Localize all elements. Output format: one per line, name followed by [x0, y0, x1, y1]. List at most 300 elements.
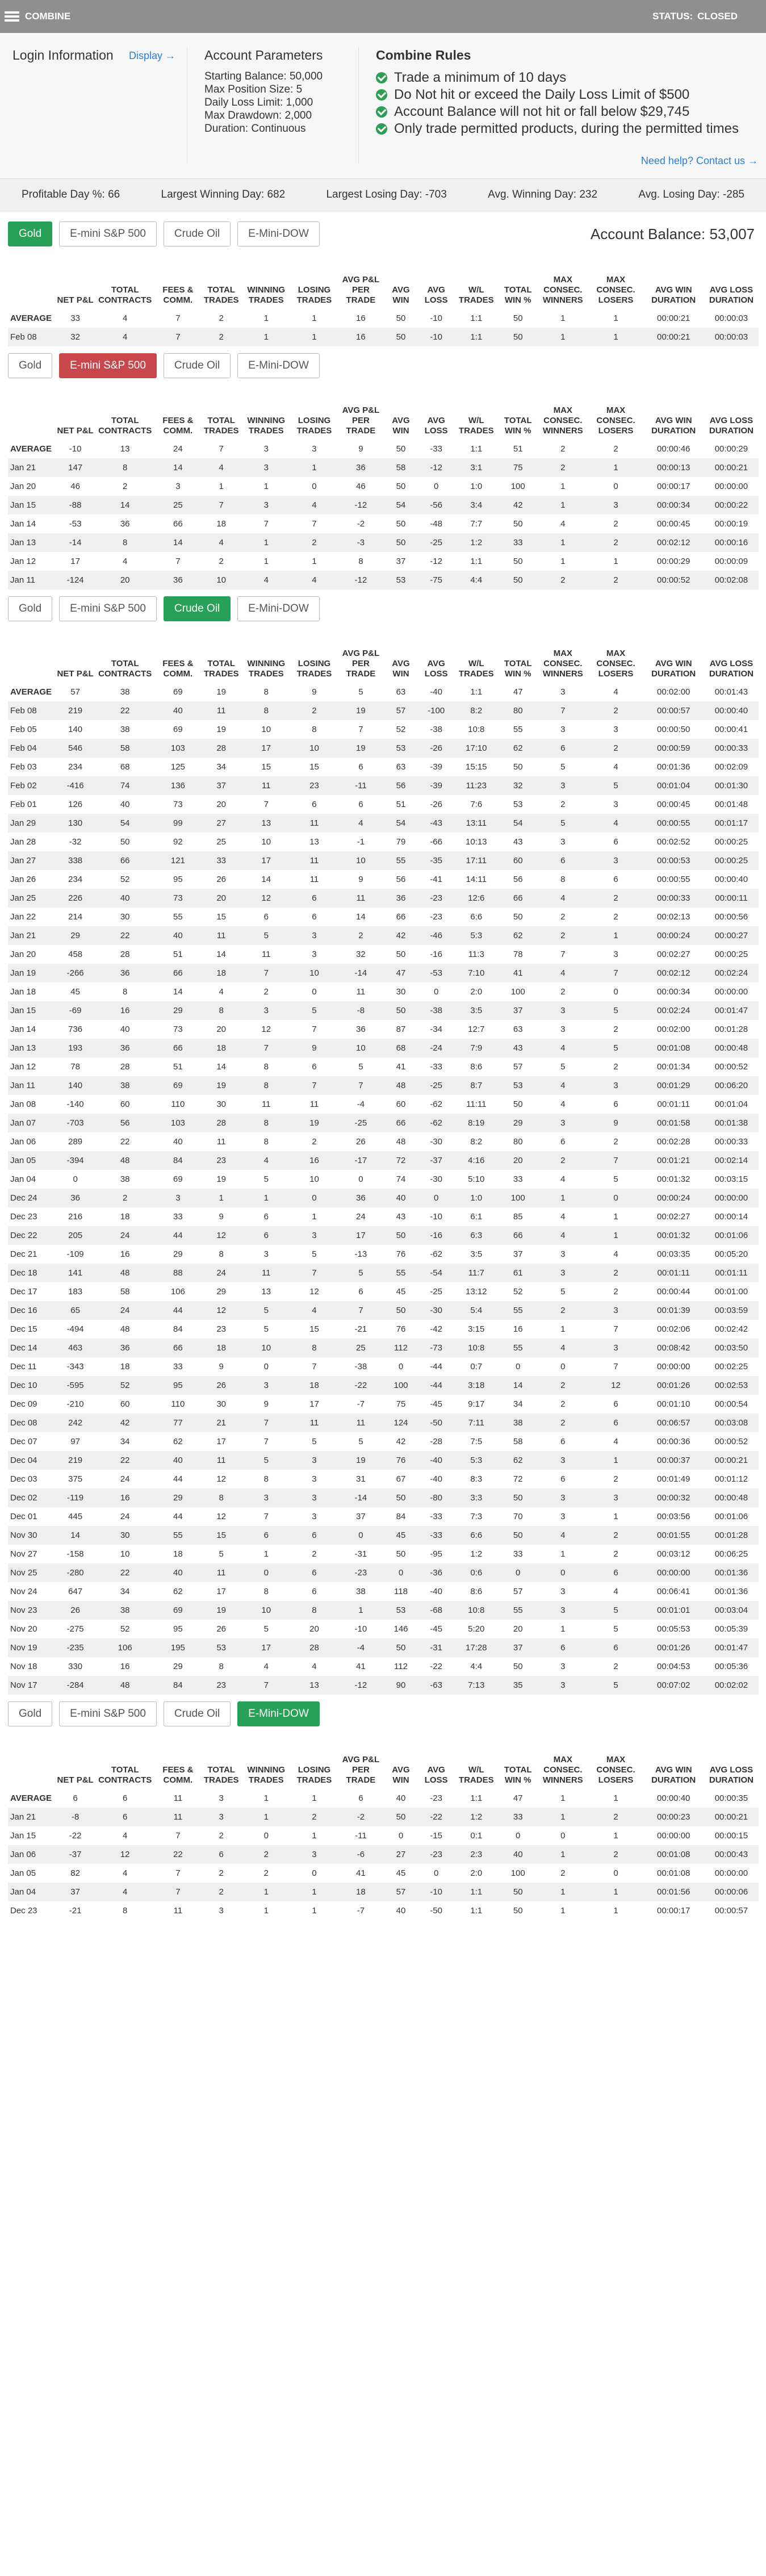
- table-cell: 79: [396, 837, 406, 847]
- product-button-e-mini-s-p-500[interactable]: E-mini S&P 500: [59, 221, 157, 246]
- table-cell: 2: [290, 533, 338, 552]
- table-cell: 0: [312, 987, 317, 997]
- largest-winning-day: Largest Winning Day: 682: [161, 189, 286, 200]
- row-label: Nov 17: [8, 1676, 56, 1695]
- table-cell: 76: [396, 1249, 406, 1259]
- table-cell: 463: [56, 1339, 95, 1357]
- table-cell: 12: [95, 1845, 156, 1864]
- rule-item: [376, 70, 758, 86]
- table-cell: 2: [200, 328, 242, 346]
- table-cell: 330: [68, 1662, 83, 1671]
- column-header: [8, 649, 56, 683]
- table-cell: 4: [560, 1099, 566, 1109]
- table-cell: 00:00:52: [714, 1062, 748, 1072]
- table-cell: 50: [513, 1906, 523, 1916]
- table-cell: 10: [261, 837, 271, 847]
- table-cell: 47: [513, 687, 523, 697]
- table-cell: -25: [418, 533, 454, 552]
- table-row: [8, 1563, 759, 1582]
- table-cell: 00:01:26: [643, 1638, 704, 1657]
- table-cell: 1: [560, 557, 566, 566]
- table-cell: 100: [499, 1189, 537, 1207]
- table-cell: 19: [338, 739, 383, 758]
- row-label: Jan 25: [8, 889, 56, 908]
- table-cell: 29: [499, 1114, 537, 1132]
- table-cell: 5: [560, 1287, 566, 1297]
- table-cell: 00:02:27: [656, 1212, 690, 1222]
- row-label: Feb 01: [10, 800, 37, 809]
- table-cell: 66: [499, 1226, 537, 1245]
- product-button-e-mini-s-p-500[interactable]: E-mini S&P 500: [59, 596, 157, 621]
- table-cell: 3: [560, 837, 566, 847]
- table-cell: 0: [516, 1362, 521, 1371]
- table-cell: 9: [219, 1362, 224, 1371]
- table-cell: 1: [560, 1906, 566, 1916]
- table-cell: 7:7: [470, 519, 483, 529]
- product-button-crude-oil[interactable]: Crude Oil: [164, 221, 231, 246]
- table-cell: 6: [588, 1563, 643, 1582]
- table-cell: 3:4: [454, 496, 499, 515]
- table-row: [8, 758, 759, 776]
- column-header: WINNING TRADES: [247, 285, 286, 305]
- product-sections: [0, 221, 766, 1920]
- table-cell: 00:01:34: [656, 1062, 690, 1072]
- table-cell: -37: [56, 1845, 95, 1864]
- table-cell: 00:00:48: [704, 1488, 759, 1507]
- table-cell: 00:00:40: [656, 1793, 690, 1803]
- table-cell: -10: [418, 1883, 454, 1901]
- table-cell: 00:01:58: [643, 1114, 704, 1132]
- table-cell: 18: [120, 1362, 130, 1371]
- table-cell: 0: [613, 987, 618, 997]
- product-button-gold[interactable]: Gold: [8, 221, 52, 246]
- table-cell: 2: [588, 739, 643, 758]
- table-cell: 4: [263, 1662, 269, 1671]
- table-cell: 00:00:48: [704, 1039, 759, 1057]
- table-cell: 42: [95, 1414, 156, 1432]
- table-cell: 11: [200, 701, 242, 720]
- table-cell: 92: [173, 837, 183, 847]
- column-header: W/L TRADES: [458, 659, 494, 679]
- table-header-row: [8, 1755, 759, 1789]
- table-cell: 14: [499, 1376, 537, 1395]
- table-cell: 219: [56, 701, 95, 720]
- table-cell: 29: [216, 1287, 226, 1297]
- column-header: W/L TRADES: [458, 416, 494, 436]
- column-header: MAX CONSEC. LOSERS: [596, 405, 635, 436]
- table-cell: 8: [560, 875, 566, 884]
- help-link[interactable]: Need help? Contact us →: [641, 155, 758, 166]
- product-button-crude-oil[interactable]: Crude Oil: [164, 1701, 231, 1726]
- table-cell: 100: [383, 1376, 418, 1395]
- table-cell: 8: [290, 1601, 338, 1620]
- table-cell: 2: [123, 482, 128, 491]
- table-cell: 66: [95, 851, 156, 870]
- table-cell: 23: [200, 1151, 242, 1170]
- table-cell: -8: [338, 1001, 383, 1020]
- display-link[interactable]: Display →: [128, 50, 175, 61]
- table-cell: 0: [613, 1868, 618, 1878]
- table-cell: 12: [242, 889, 290, 908]
- table-cell: 4:16: [454, 1151, 499, 1170]
- table-cell: 5: [588, 1039, 643, 1057]
- table-cell: 18: [338, 1883, 383, 1901]
- table-cell: 2: [613, 444, 618, 454]
- table-cell: -2: [357, 519, 365, 529]
- row-label: Jan 12: [10, 557, 36, 566]
- row-label: Dec 10: [8, 1376, 56, 1395]
- table-cell: -62: [418, 1114, 454, 1132]
- table-cell: -25: [418, 1076, 454, 1095]
- table-cell: 1: [312, 557, 317, 566]
- table-cell: 2: [560, 1399, 566, 1409]
- column-header: AVG P&L PER TRADE: [342, 405, 380, 436]
- table-cell: 6: [537, 739, 588, 758]
- row-label: Nov 23: [8, 1601, 56, 1620]
- table-cell: 33: [499, 1808, 537, 1826]
- table-cell: 00:01:39: [643, 1301, 704, 1320]
- table-cell: 14: [216, 1062, 226, 1072]
- table-cell: 375: [68, 1474, 83, 1484]
- table-cell: 55: [383, 851, 418, 870]
- row-label: Dec 21: [10, 1249, 37, 1259]
- table-cell: 50: [120, 837, 130, 847]
- table-cell: 3: [242, 1001, 290, 1020]
- table-cell: 51: [513, 444, 523, 454]
- table-cell: 00:00:21: [704, 1808, 759, 1826]
- product-button-e-mini-dow[interactable]: E-Mini-DOW: [237, 353, 320, 378]
- table-cell: 0: [499, 1563, 537, 1582]
- table-cell: -46: [418, 926, 454, 945]
- table-row: [8, 1582, 759, 1601]
- table-cell: 9: [290, 1039, 338, 1057]
- table-cell: 4: [613, 1249, 618, 1259]
- table-cell: 3: [312, 1474, 317, 1484]
- table-cell: 3: [588, 1076, 643, 1095]
- table-cell: 3:15: [468, 1324, 485, 1334]
- table-cell: 2: [537, 1376, 588, 1395]
- table-cell: 6: [588, 1638, 643, 1657]
- table-cell: -109: [66, 1249, 84, 1259]
- column-header: MAX CONSEC. WINNERS: [542, 405, 583, 436]
- table-cell: 1:1: [470, 1793, 483, 1803]
- table-cell: 9:17: [468, 1399, 485, 1409]
- table-cell: 1: [537, 1883, 588, 1901]
- table-cell: 50: [499, 1883, 537, 1901]
- table-cell: 55: [513, 725, 523, 734]
- table-cell: 48: [95, 1151, 156, 1170]
- table-cell: 61: [499, 1264, 537, 1282]
- table-cell: 2: [560, 912, 566, 922]
- table-cell: 4: [613, 762, 618, 772]
- table-cell: -494: [66, 1324, 84, 1334]
- table-cell: 74: [95, 776, 156, 795]
- table-cell: 1: [263, 1906, 269, 1916]
- table-cell: 5: [338, 1264, 383, 1282]
- table-cell: 52: [513, 1287, 523, 1297]
- table-cell: 00:00:27: [704, 926, 759, 945]
- table-cell: 195: [156, 1638, 200, 1657]
- table-cell: 00:02:08: [704, 571, 759, 589]
- table-cell: 50: [396, 1549, 406, 1559]
- table-cell: 28: [120, 1062, 130, 1072]
- table-cell: 7:9: [454, 1039, 499, 1057]
- table-cell: -54: [418, 1264, 454, 1282]
- table-cell: 242: [56, 1414, 95, 1432]
- table-cell: 7: [242, 1676, 290, 1695]
- table-cell: 50: [396, 950, 406, 959]
- table-cell: 3: [537, 1114, 588, 1132]
- table-cell: 00:03:50: [704, 1339, 759, 1357]
- table-cell: 10: [242, 1339, 290, 1357]
- table-cell: 3: [588, 1488, 643, 1507]
- table-cell: 8: [263, 687, 269, 697]
- table-cell: 53: [383, 739, 418, 758]
- row-label: Jan 22: [10, 912, 36, 922]
- table-cell: 00:02:06: [656, 1324, 690, 1334]
- table-cell: 23: [290, 776, 338, 795]
- table-cell: 53: [383, 1601, 418, 1620]
- table-cell: 95: [173, 1624, 183, 1634]
- table-cell: 31: [356, 1474, 366, 1484]
- table-cell: 0: [312, 1868, 317, 1878]
- product-button-gold[interactable]: Gold: [8, 596, 52, 621]
- table-cell: 00:02:02: [704, 1676, 759, 1695]
- table-cell: 00:00:17: [656, 482, 690, 491]
- table-cell: 6: [588, 1414, 643, 1432]
- table-cell: 19: [216, 725, 226, 734]
- column-header: AVG WIN: [392, 285, 410, 305]
- table-cell: 3: [560, 1512, 566, 1521]
- row-label: AVERAGE: [10, 687, 52, 697]
- table-cell: 22: [95, 1563, 156, 1582]
- row-label: Jan 29: [8, 814, 56, 833]
- row-label: Jan 19: [8, 964, 56, 982]
- table-cell: 85: [513, 1212, 523, 1222]
- table-cell: 25: [156, 496, 200, 515]
- table-cell: 66: [499, 889, 537, 908]
- table-cell: 30: [120, 912, 130, 922]
- rule-text: Trade a minimum of 10 days: [394, 70, 567, 85]
- table-cell: 7: [312, 1362, 317, 1371]
- table-row: [8, 1676, 759, 1695]
- table-cell: 57: [513, 1062, 523, 1072]
- table-cell: -38: [430, 725, 442, 734]
- login-information: [0, 48, 187, 164]
- table-cell: 29: [156, 1488, 200, 1507]
- table-cell: -68: [418, 1601, 454, 1620]
- table-row: [8, 1470, 759, 1488]
- table-cell: 46: [356, 482, 366, 491]
- table-cell: 00:01:01: [643, 1601, 704, 1620]
- table-cell: 216: [68, 1212, 83, 1222]
- table-row: [8, 1301, 759, 1320]
- table-cell: 5:3: [454, 926, 499, 945]
- table-cell: 22: [95, 701, 156, 720]
- table-cell: 24: [120, 1474, 130, 1484]
- table-cell: 11: [173, 1793, 183, 1803]
- table-cell: 8: [200, 1001, 242, 1020]
- table-cell: 16: [338, 328, 383, 346]
- table-cell: 141: [56, 1264, 95, 1282]
- table-cell: 11:7: [454, 1264, 499, 1282]
- product-button-e-mini-dow[interactable]: E-Mini-DOW: [237, 221, 320, 246]
- table-cell: 0:7: [470, 1362, 483, 1371]
- table-row: [8, 1451, 759, 1470]
- table-cell: 118: [394, 1587, 408, 1596]
- table-cell: 1: [588, 1451, 643, 1470]
- table-row: [8, 496, 759, 515]
- product-button-e-mini-s-p-500[interactable]: E-mini S&P 500: [59, 353, 157, 378]
- table-cell: 00:00:29: [656, 557, 690, 566]
- table-cell: 78: [513, 950, 523, 959]
- row-label: Jan 20: [10, 950, 36, 959]
- table-cell: 4: [95, 328, 156, 346]
- product-button-e-mini-dow[interactable]: E-Mini-DOW: [237, 596, 320, 621]
- table-cell: 00:07:02: [643, 1676, 704, 1695]
- table-cell: 36: [383, 889, 418, 908]
- row-label: Jan 12: [10, 1062, 36, 1072]
- table-cell: 1: [588, 1226, 643, 1245]
- table-cell: 50: [499, 1488, 537, 1507]
- product-button-crude-oil[interactable]: Crude Oil: [164, 596, 231, 621]
- table-cell: 9: [358, 875, 363, 884]
- table-cell: 41: [356, 1662, 366, 1671]
- table-cell: 00:02:25: [714, 1362, 748, 1371]
- table-cell: 3: [537, 1451, 588, 1470]
- table-cell: 3: [560, 687, 566, 697]
- table-cell: 2: [537, 571, 588, 589]
- table-cell: 40: [156, 1563, 200, 1582]
- table-cell: 2: [537, 1414, 588, 1432]
- table-cell: 0: [537, 1563, 588, 1582]
- table-cell: 2: [588, 701, 643, 720]
- table-cell: 23: [216, 1324, 226, 1334]
- table-cell: -25: [430, 1287, 442, 1297]
- table-cell: 37: [513, 1249, 523, 1259]
- table-cell: 00:00:33: [643, 889, 704, 908]
- table-cell: -7: [357, 1399, 365, 1409]
- table-cell: 11: [156, 1808, 200, 1826]
- table-row: [8, 552, 759, 571]
- table-cell: 5:4: [454, 1301, 499, 1320]
- table-cell: 00:00:24: [643, 926, 704, 945]
- row-label: Dec 23: [10, 1212, 37, 1222]
- table-cell: 40: [120, 1024, 130, 1034]
- table-cell: 7: [338, 1301, 383, 1320]
- table-cell: 1: [537, 496, 588, 515]
- table-cell: 33: [499, 533, 537, 552]
- table-cell: 20: [95, 571, 156, 589]
- table-cell: 00:01:32: [643, 1226, 704, 1245]
- table-cell: 33: [513, 1549, 523, 1559]
- column-header: TOTAL TRADES: [203, 659, 239, 679]
- table-cell: 50: [383, 328, 418, 346]
- table-cell: 40: [156, 926, 200, 945]
- table-cell: 5: [242, 926, 290, 945]
- table-cell: 140: [56, 1076, 95, 1095]
- table-cell: 5: [242, 1301, 290, 1320]
- table-cell: 4: [560, 519, 566, 529]
- table-cell: 5: [588, 776, 643, 795]
- table-cell: 7: [219, 444, 224, 454]
- table-cell: 12: [216, 1474, 226, 1484]
- table-cell: 50: [396, 519, 406, 529]
- row-label: Jan 21: [8, 1808, 56, 1826]
- row-label: Nov 18: [10, 1662, 37, 1671]
- table-cell: 17: [242, 851, 290, 870]
- table-cell: 90: [383, 1676, 418, 1695]
- table-cell: 11: [200, 926, 242, 945]
- row-label: Feb 04: [8, 739, 56, 758]
- table-cell: 17: [216, 1437, 226, 1446]
- table-cell: 00:00:44: [656, 1287, 690, 1297]
- table-cell: 2: [263, 1868, 269, 1878]
- table-cell: 40: [499, 1845, 537, 1864]
- table-cell: 34: [120, 1437, 130, 1446]
- row-label: Dec 18: [8, 1264, 56, 1282]
- table-cell: 29: [173, 1249, 183, 1259]
- table-cell: 55: [156, 1526, 200, 1545]
- table-cell: 445: [68, 1512, 83, 1521]
- product-button-e-mini-dow[interactable]: E-Mini-DOW: [237, 1701, 320, 1726]
- table-cell: 18: [200, 1339, 242, 1357]
- stats-table: [8, 275, 759, 346]
- table-cell: 2: [613, 1474, 618, 1484]
- table-cell: 25: [338, 1339, 383, 1357]
- table-cell: -38: [418, 1001, 454, 1020]
- column-header: TOTAL WIN %: [504, 285, 532, 305]
- column-header: NET P&L: [57, 426, 94, 436]
- table-cell: 5: [560, 1062, 566, 1072]
- table-cell: 00:00:32: [643, 1488, 704, 1507]
- table-cell: 338: [56, 851, 95, 870]
- table-cell: 00:00:25: [714, 950, 748, 959]
- table-cell: 4: [290, 496, 338, 515]
- table-cell: 10: [338, 1039, 383, 1057]
- row-label: AVERAGE: [10, 444, 52, 454]
- table-row: [8, 1357, 759, 1376]
- table-cell: 136: [156, 776, 200, 795]
- table-cell: 4: [537, 889, 588, 908]
- column-header: TOTAL WIN %: [504, 659, 532, 679]
- table-row: [8, 1526, 759, 1545]
- table-cell: 78: [70, 1062, 80, 1072]
- table-cell: 27: [200, 814, 242, 833]
- table-cell: 0: [588, 1189, 643, 1207]
- table-cell: 8: [290, 1339, 338, 1357]
- table-cell: 2: [560, 444, 566, 454]
- table-cell: 00:00:45: [656, 800, 690, 809]
- combine-rules: [359, 48, 766, 207]
- table-cell: 54: [383, 814, 418, 833]
- table-cell: 30: [216, 1399, 226, 1409]
- table-cell: 4: [200, 533, 242, 552]
- product-button-gold[interactable]: Gold: [8, 1701, 52, 1726]
- row-label: Jan 28: [10, 837, 36, 847]
- table-cell: 3:1: [454, 458, 499, 477]
- product-button-e-mini-s-p-500[interactable]: E-mini S&P 500: [59, 1701, 157, 1726]
- table-cell: 1:2: [454, 533, 499, 552]
- product-button-crude-oil[interactable]: Crude Oil: [164, 353, 231, 378]
- table-cell: 7: [588, 964, 643, 982]
- table-cell: 66: [383, 1114, 418, 1132]
- table-cell: 2: [613, 1549, 618, 1559]
- table-cell: 11: [356, 987, 366, 997]
- table-cell: 3: [290, 926, 338, 945]
- table-cell: 63: [513, 1024, 523, 1034]
- product-button-gold[interactable]: Gold: [8, 353, 52, 378]
